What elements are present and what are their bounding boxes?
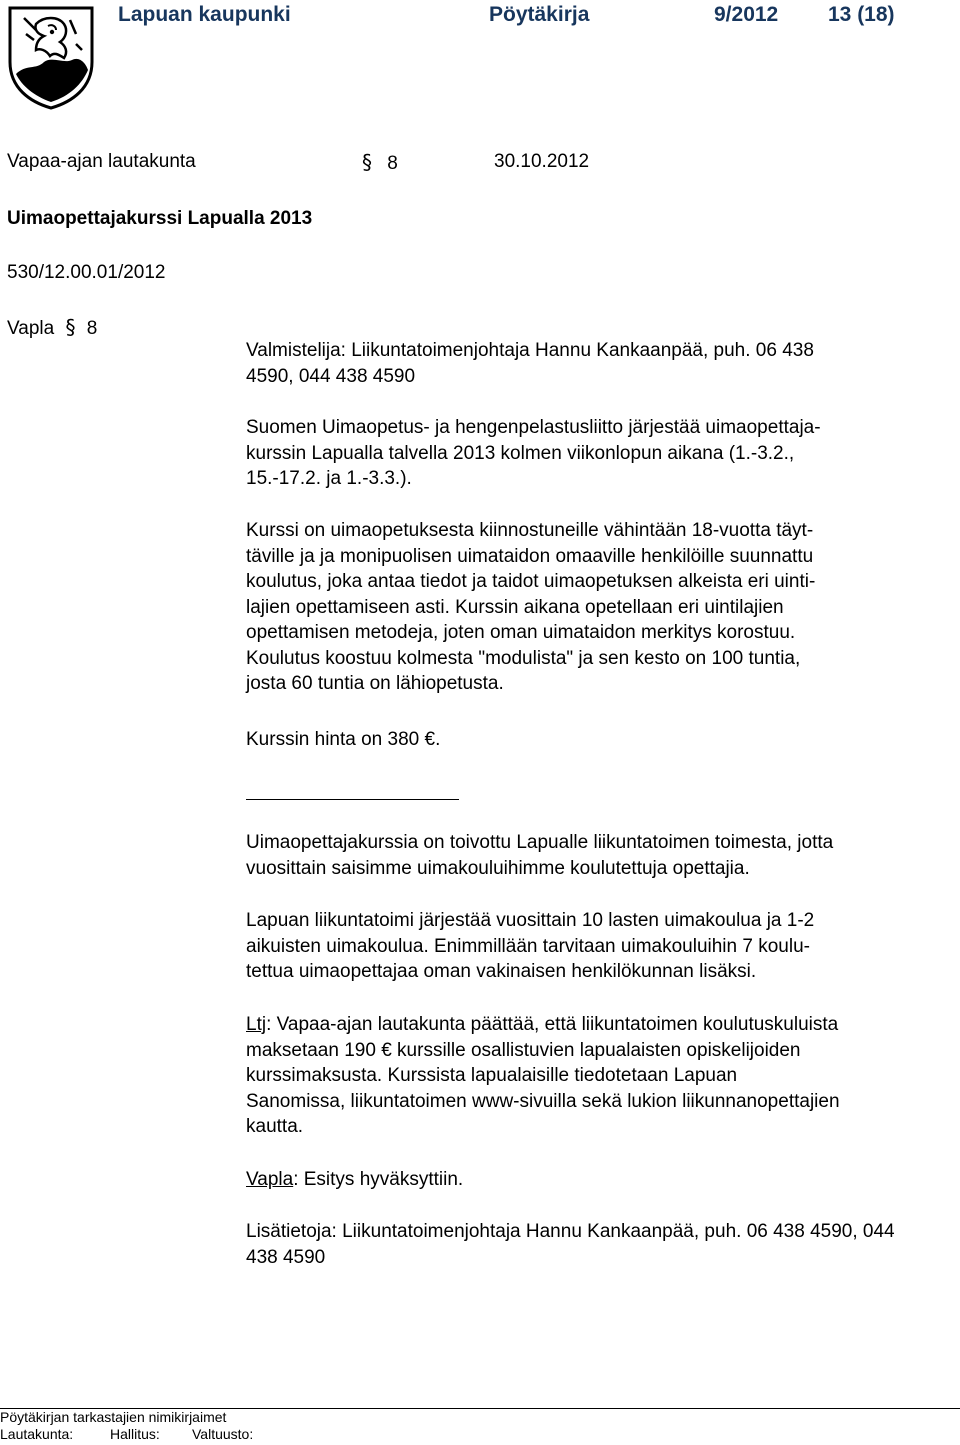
proposal: Ltj: Vapaa-ajan lautakunta päättää, että liikuntatoimen koulutuskuluista maksetaan 190 € kurssille osallistuvien lapualaisten opiskelijoiden kurssimaksusta. Kurssista lapualaisille tiedotetaan Lapuan Sanomissa, liikuntatoimen www-sivuilla sekä lukion liikunnanopettajien kautta. xyxy=(246,1014,840,1137)
paragraph-3: Uimaopettajakurssia on toivottu Lapualle liikuntatoimen toimesta, jotta vuosittain saisimme uimakouluihimme koulutettuja opettajia. xyxy=(246,832,834,879)
footer-hallitus: Hallitus: xyxy=(110,1426,160,1442)
meeting-section xyxy=(362,150,398,175)
header-doc-type: Pöytäkirja xyxy=(489,3,590,26)
footer-valtuusto: Valtuusto: xyxy=(192,1426,254,1442)
decision: Vapla: Esitys hyväksyttiin. xyxy=(246,1169,464,1190)
footer-signatures xyxy=(0,1426,960,1443)
footer-title: Pöytäkirjan tarkastajien nimikirjaimet xyxy=(0,1409,227,1425)
footer-lautakunta: Lautakunta: xyxy=(0,1426,74,1442)
item-reference: 530/12.00.01/2012 xyxy=(7,262,166,283)
divider xyxy=(246,799,459,800)
meeting-board: Vapaa-ajan lautakunta xyxy=(7,151,196,172)
header-org: Lapuan kaupunki xyxy=(118,3,291,26)
additional-info: Lisätietoja: Liikuntatoimenjohtaja Hannu Kankaanpää, puh. 06 438 4590, 044 438 4590 xyxy=(246,1221,895,1268)
header-page: 13 (18) xyxy=(828,3,895,26)
preparer: Valmistelija: Liikuntatoimenjohtaja Hannu Kankaanpää, puh. 06 438 4590, 044 438 4590 xyxy=(246,340,814,387)
proposal-label: Ltj xyxy=(246,1014,267,1035)
meeting-section-number: 8 xyxy=(387,153,398,174)
item-board-section xyxy=(7,315,97,340)
coat-of-arms-icon xyxy=(6,4,96,110)
section-symbol: § xyxy=(65,315,76,339)
board-abbr: Vapla xyxy=(7,318,55,339)
footer xyxy=(0,1408,960,1443)
header-doc-number: 9/2012 xyxy=(714,3,779,26)
decision-label: Vapla xyxy=(246,1169,294,1190)
meeting-date: 30.10.2012 xyxy=(494,151,590,172)
paragraph-4: Lapuan liikuntatoimi järjestää vuosittain 10 lasten uimakoulua ja 1-2 aikuisten uimakoulua. Enimmillään tarvitaan uimakouluihin 7 koulu- tettua uimaopettajaa oman vakinaisen henkilökunnan lisäksi. xyxy=(246,910,815,982)
price-line: Kurssin hinta on 380 €. xyxy=(246,729,441,750)
section-symbol: § xyxy=(362,150,372,174)
paragraph-1: Suomen Uimaopetus- ja hengenpelastusliitto järjestää uimaopettaja- kurssin Lapualla talvella 2013 kolmen viikonlopun aikana (1.-3.2., 15.-17.2. ja 1.-3.3.). xyxy=(246,417,821,489)
paragraph-2: Kurssi on uimaopetuksesta kiinnostuneille vähintään 18-vuotta täyt- täville ja ja monipuolisen uimataidon omaaville henkilöille suunnattu koulutus, joka antaa tiedot ja taidot uimaopetuksen alkeista eri uinti- lajien opettamiseen asti. Kurssin aikana opetellaan eri uintilajien opettamisen metodeja, joten oman uimataidon merkitys korostuu. Koulutus koostuu kolmesta "modulista" ja sen kesto on 100 tuntia, josta 60 tuntia on lähiopetusta. xyxy=(246,520,816,694)
item-title: Uimaopettajakurssi Lapualla 2013 xyxy=(7,208,313,229)
item-section-number: 8 xyxy=(86,318,98,339)
